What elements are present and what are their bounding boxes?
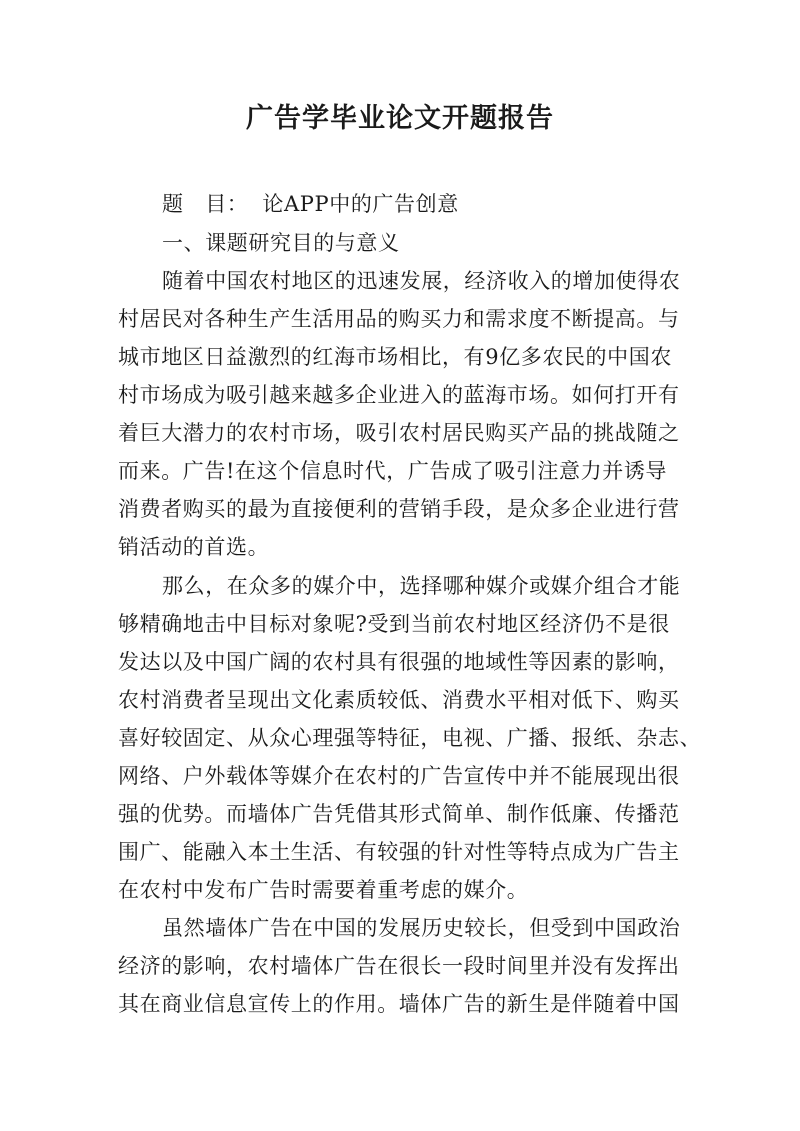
paragraph-line: 着巨大潜力的农村市场，吸引农村居民购买产品的挑战随之 <box>118 421 680 445</box>
paragraph-line: 随着中国农村地区的迅速发展，经济收入的增加使得农 <box>162 269 681 293</box>
document-title: 广告学毕业论文开题报告 <box>246 103 554 134</box>
paragraph-line: 村居民对各种生产生活用品的购买力和需求度不断提高。与 <box>118 307 680 331</box>
paragraph-line: 城市地区日益激烈的红海市场相比，有9亿多农民的中国农 <box>118 345 672 369</box>
paragraph-line: 虽然墙体广告在中国的发展历史较长，但受到中国政治 <box>162 916 681 940</box>
paragraph-line: 在农村中发布广告时需要着重考虑的媒介。 <box>118 878 529 902</box>
paragraph-line: 销活动的首选。 <box>118 535 270 559</box>
paragraph-line: 强的优势。而墙体广告凭借其形式简单、制作低廉、传播范 <box>118 802 680 826</box>
paragraph-line: 网络、户外载体等媒介在农村的广告宣传中并不能展现出很 <box>118 764 680 788</box>
paragraph-line: 而来。广告!在这个信息时代，广告成了吸引注意力并诱导 <box>118 459 668 483</box>
topic-label: 题 目： <box>162 192 249 216</box>
topic-value: 论APP中的广告创意 <box>262 192 459 216</box>
paragraph-line: 消费者购买的最为直接便利的营销手段，是众多企业进行营 <box>118 497 680 521</box>
paragraph-line: 围广、能融入本土生活、有较强的针对性等特点成为广告主 <box>118 840 680 864</box>
paragraph-line: 喜好较固定、从众心理强等特征，电视、广播、报纸、杂志、 <box>118 726 702 750</box>
paragraph-line: 农村消费者呈现出文化素质较低、消费水平相对低下、购买 <box>118 688 680 712</box>
paragraph-line: 发达以及中国广阔的农村具有很强的地域性等因素的影响， <box>118 650 680 674</box>
paragraph-line: 那么，在众多的媒介中，选择哪种媒介或媒介组合才能 <box>162 574 681 598</box>
paragraph-line: 经济的影响，农村墙体广告在很长一段时间里并没有发挥出 <box>118 954 680 978</box>
section-heading: 一、课题研究目的与意义 <box>162 231 400 255</box>
paragraph-line: 其在商业信息宣传上的作用。墙体广告的新生是伴随着中国 <box>118 992 680 1016</box>
paragraph-line: 够精确地击中目标对象呢?受到当前农村地区经济仍不是很 <box>118 612 670 636</box>
paragraph-line: 村市场成为吸引越来越多企业进入的蓝海市场。如何打开有 <box>118 383 680 407</box>
topic-line <box>162 190 742 218</box>
